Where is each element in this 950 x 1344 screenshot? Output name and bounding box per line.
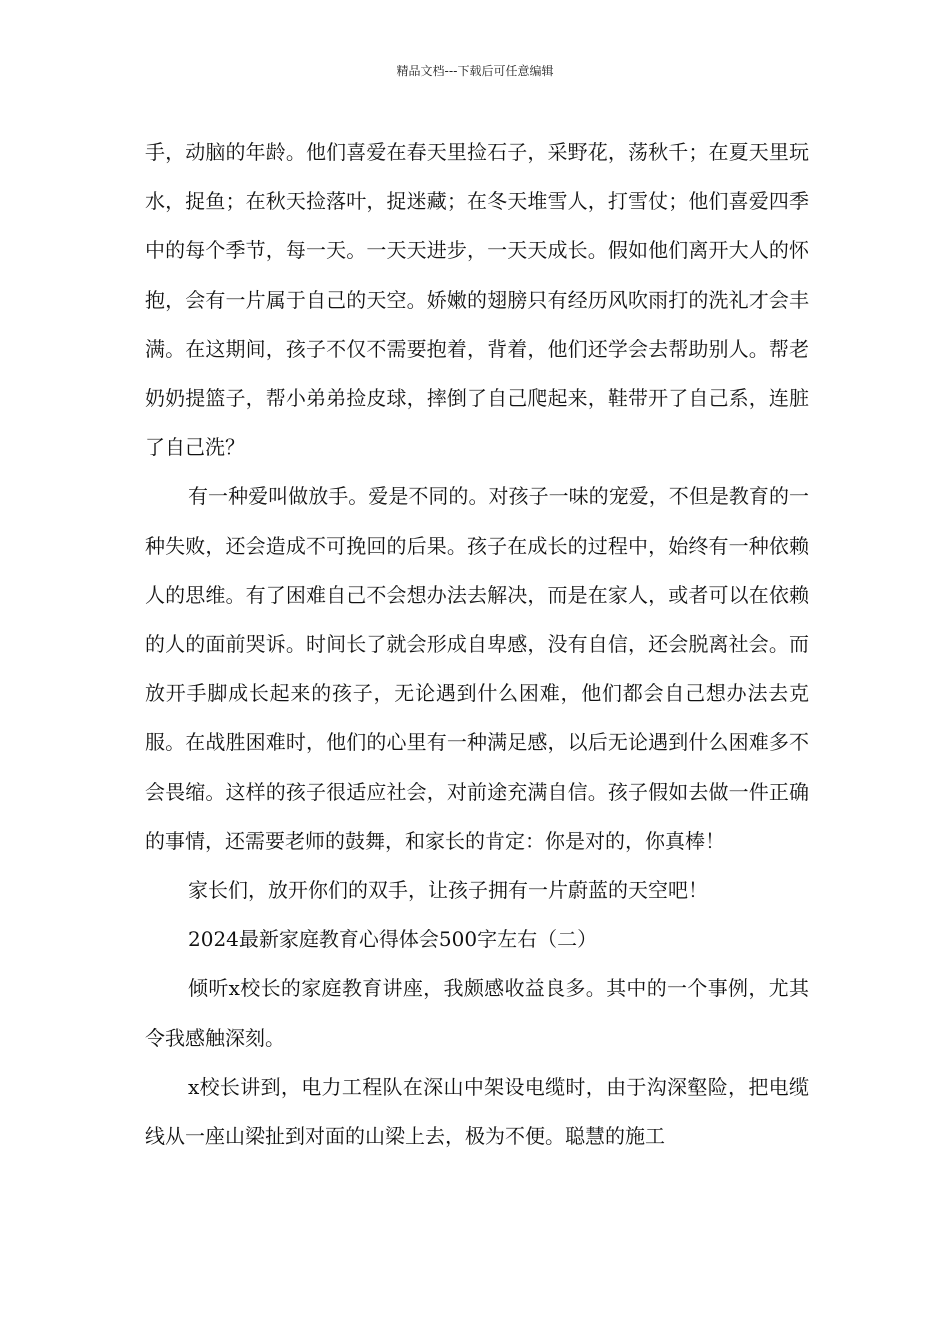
paragraph-continuation: 手，动脑的年龄。他们喜爱在春天里捡石子，采野花，荡秋千；在夏天里玩水，捉鱼；在秋天捡落叶，捉迷藏；在冬天堆雪人，打雪仗；他们喜爱四季中的每个季节，每一天。一天天进步，一天天成长。假如他们离开大人的怀抱，会有一片属于自己的天空。娇嫩的翅膀只有经历风吹雨打的洗礼才会丰满。在这期间，孩子不仅不需要抱着，背着，他们还学会去帮助别人。帮老奶奶提篮子，帮小弟弟捡皮球，摔倒了自己爬起来，鞋带开了自己系，连脏了自己洗？ [145,140,809,460]
paragraph-parents-call: 家长们，放开你们的双手，让孩子拥有一片蔚蓝的天空吧！ [188,878,708,903]
page-header-note: 精品文档---下载后可任意编辑 [396,64,554,78]
paragraph-story: x校长讲到，电力工程队在深山中架设电缆时，由于沟深壑险，把电缆线从一座山梁扯到对面的山梁上去，极为不便。聪慧的施工 [145,1074,809,1149]
document-body [145,128,809,1161]
paragraph-lecture: 倾听x校长的家庭教育讲座，我颇感收益良多。其中的一个事例，尤其令我感触深刻。 [145,976,809,1050]
section-heading: 2024最新家庭教育心得体会500字左右（二） [188,927,598,952]
paragraph-letting-go: 有一种爱叫做放手。爱是不同的。对孩子一味的宠爱，不但是教育的一种失败，还会造成不可挽回的后果。孩子在成长的过程中，始终有一种依赖人的思维。有了困难自己不会想办法去解决，而是在家人，或者可以在依赖的人的面前哭诉。时间长了就会形成自卑感，没有自信，还会脱离社会。而放开手脚成长起来的孩子，无论遇到什么困难，他们都会自己想办法去克服。在战胜困难时，他们的心里有一种满足感，以后无论遇到什么困难多不会畏缩。这样的孩子很适应社会，对前途充满自信。孩子假如去做一件正确的事情，还需要老师的鼓舞，和家长的肯定：你是对的，你真棒！ [145,484,809,853]
